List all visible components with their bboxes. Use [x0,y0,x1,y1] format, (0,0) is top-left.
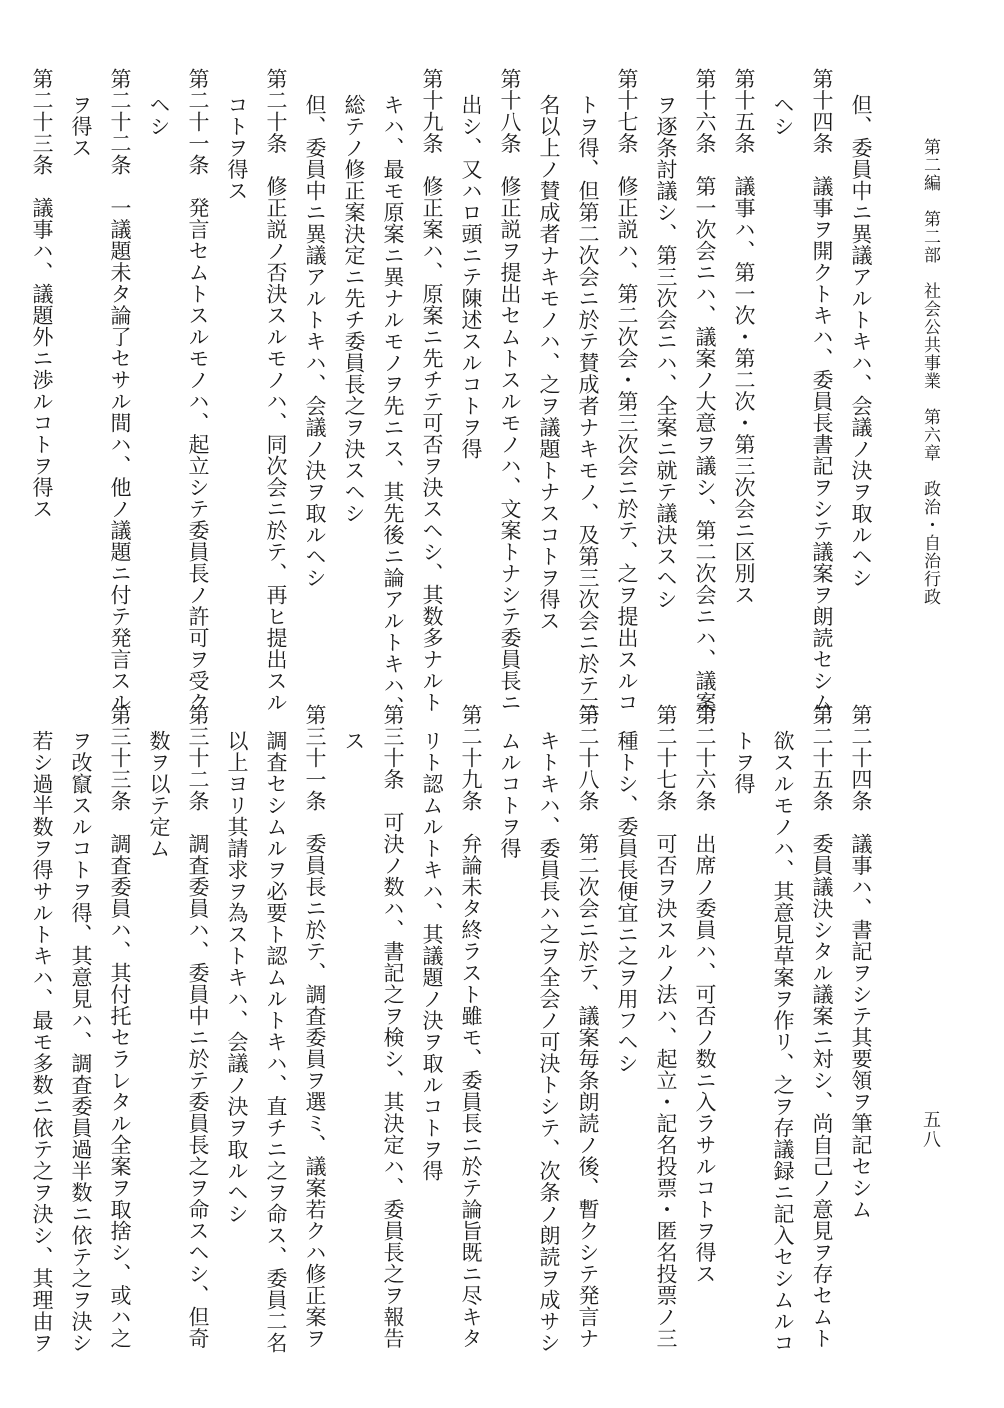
text-column: 第二十五条 委員議決シタル議案ニ対シ、尚自己ノ意見ヲ存セムト [810,704,834,1349]
lower-text-block [30,704,880,1354]
text-column: 種トシ、委員長便宜ニ之ヲ用フヘシ [615,730,639,1074]
text-column: 第三十二条 調査委員ハ、委員中ニ於テ委員長之ヲ命スヘシ、但奇 [186,704,210,1349]
text-column: 第二十四条 議事ハ、書記ヲシテ其要領ヲ筆記セシム [849,704,873,1220]
text-column: ヲ得ス [69,94,93,159]
text-column: 第二十六条 出席ノ委員ハ、可否ノ数ニ入ラサルコトヲ得ス [693,704,717,1285]
text-column: 第二十八条 第二次会ニ於テ、議案毎条朗読ノ後、暫クシテ発言ナ [576,704,600,1349]
text-column: トヲ得 [732,730,756,795]
text-column: ス [342,730,366,752]
text-column: 第十四条 議事ヲ開クトキハ、委員長書記ヲシテ議案ヲ朗読セシム [810,68,834,713]
text-column: 第十五条 議事ハ、第一次・第二次・第三次会ニ区別ス [732,68,756,606]
text-column: ヘシ [147,94,171,137]
text-column: 第二十条 修正説ノ否決スルモノハ、同次会ニ於テ、再ヒ提出スル [264,68,288,713]
text-column: コトヲ得ス [225,94,249,202]
text-column: 第二十一条 発言セムトスルモノハ、起立シテ委員長ノ許可ヲ受ク [186,68,210,713]
text-column: 数ヲ以テ定ム [147,730,171,859]
text-column: ムルコトヲ得 [498,730,522,859]
text-column: キハ、最モ原案ニ異ナルモノヲ先ニス、其先後ニ論アルトキハ、 [381,94,405,718]
text-column: 名以上ノ賛成者ナキモノハ、之ヲ議題トナスコトヲ得ス [537,94,561,632]
text-column: トヲ得、但第二次会ニ於テ賛成者ナキモノ、及第三次会ニ於テ三 [576,94,600,718]
text-column: 第三十三条 調査委員ハ、其付托セラレタル全案ヲ取捨シ、或ハ之 [108,704,132,1349]
text-column: 但、委員中ニ異議アルトキハ、会議ノ決ヲ取ルヘシ [849,94,873,589]
text-column: 第二十二条 一議題未タ論了セサル間ハ、他ノ議題ニ付テ発言スル [108,68,132,713]
text-column: リト認ムルトキハ、其議題ノ決ヲ取ルコトヲ得 [420,730,444,1182]
text-column: 若シ過半数ヲ得サルトキハ、最モ多数ニ依テ之ヲ決シ、其理由ヲ [30,730,54,1354]
text-column: 欲スルモノハ、其意見草案ヲ作リ、之ヲ存議録ニ記入セシムルコ [771,730,795,1354]
text-column: ヲ逐条討議シ、第三次会ニハ、全案ニ就テ議決スヘシ [654,94,678,610]
text-column: ヲ改竄スルコトヲ得、其意見ハ、調査委員過半数ニ依テ之ヲ決シ [69,730,93,1354]
text-column: 第三十条 可決ノ数ハ、書記之ヲ検シ、其決定ハ、委員長之ヲ報告 [381,704,405,1349]
text-column: 但、委員中ニ異議アルトキハ、会議ノ決ヲ取ルヘシ [303,94,327,589]
text-column: 以上ヨリ其請求ヲ為ストキハ、会議ノ決ヲ取ルヘシ [225,730,249,1225]
text-column: 出シ、又ハロ頭ニテ陳述スルコトヲ得 [459,94,483,460]
text-column: 第十六条 第一次会ニハ、議案ノ大意ヲ議シ、第二次会ニハ、議案 [693,68,717,713]
running-head: 第二編 第二部 社会公共事業 第六章 政治・自治行政 [920,138,940,606]
upper-text-block [30,68,880,718]
text-column: 総テノ修正案決定ニ先チ委員長之ヲ決スヘシ [342,94,366,524]
text-column: 調査セシムルヲ必要ト認ムルトキハ、直チニ之ヲ命ス、委員二名 [264,730,288,1354]
text-column: 第二十七条 可否ヲ決スルノ法ハ、起立・記名投票・匿名投票ノ三 [654,704,678,1349]
text-column: 第十七条 修正説ハ、第二次会・第三次会ニ於テ、之ヲ提出スルコ [615,68,639,713]
text-column: 第十八条 修正説ヲ提出セムトスルモノハ、文案トナシテ委員長ニ [498,68,522,713]
text-column: 第十九条 修正案ハ、原案ニ先チテ可否ヲ決スヘシ、其数多ナルト [420,68,444,713]
page-number: 五八 [920,1110,941,1150]
text-column: 第二十九条 弁論未タ終ラスト雖モ、委員長ニ於テ論旨既ニ尽キタ [459,704,483,1349]
text-column: 第三十一条 委員長ニ於テ、調査委員ヲ選ミ、議案若クハ修正案ヲ [303,704,327,1349]
text-column: 第二十三条 議事ハ、議題外ニ渉ルコトヲ得ス [30,68,54,520]
text-column: ヘシ [771,94,795,137]
text-column: キトキハ、委員長ハ之ヲ全会ノ可決トシテ、次条ノ朗読ヲ成サシ [537,730,561,1354]
